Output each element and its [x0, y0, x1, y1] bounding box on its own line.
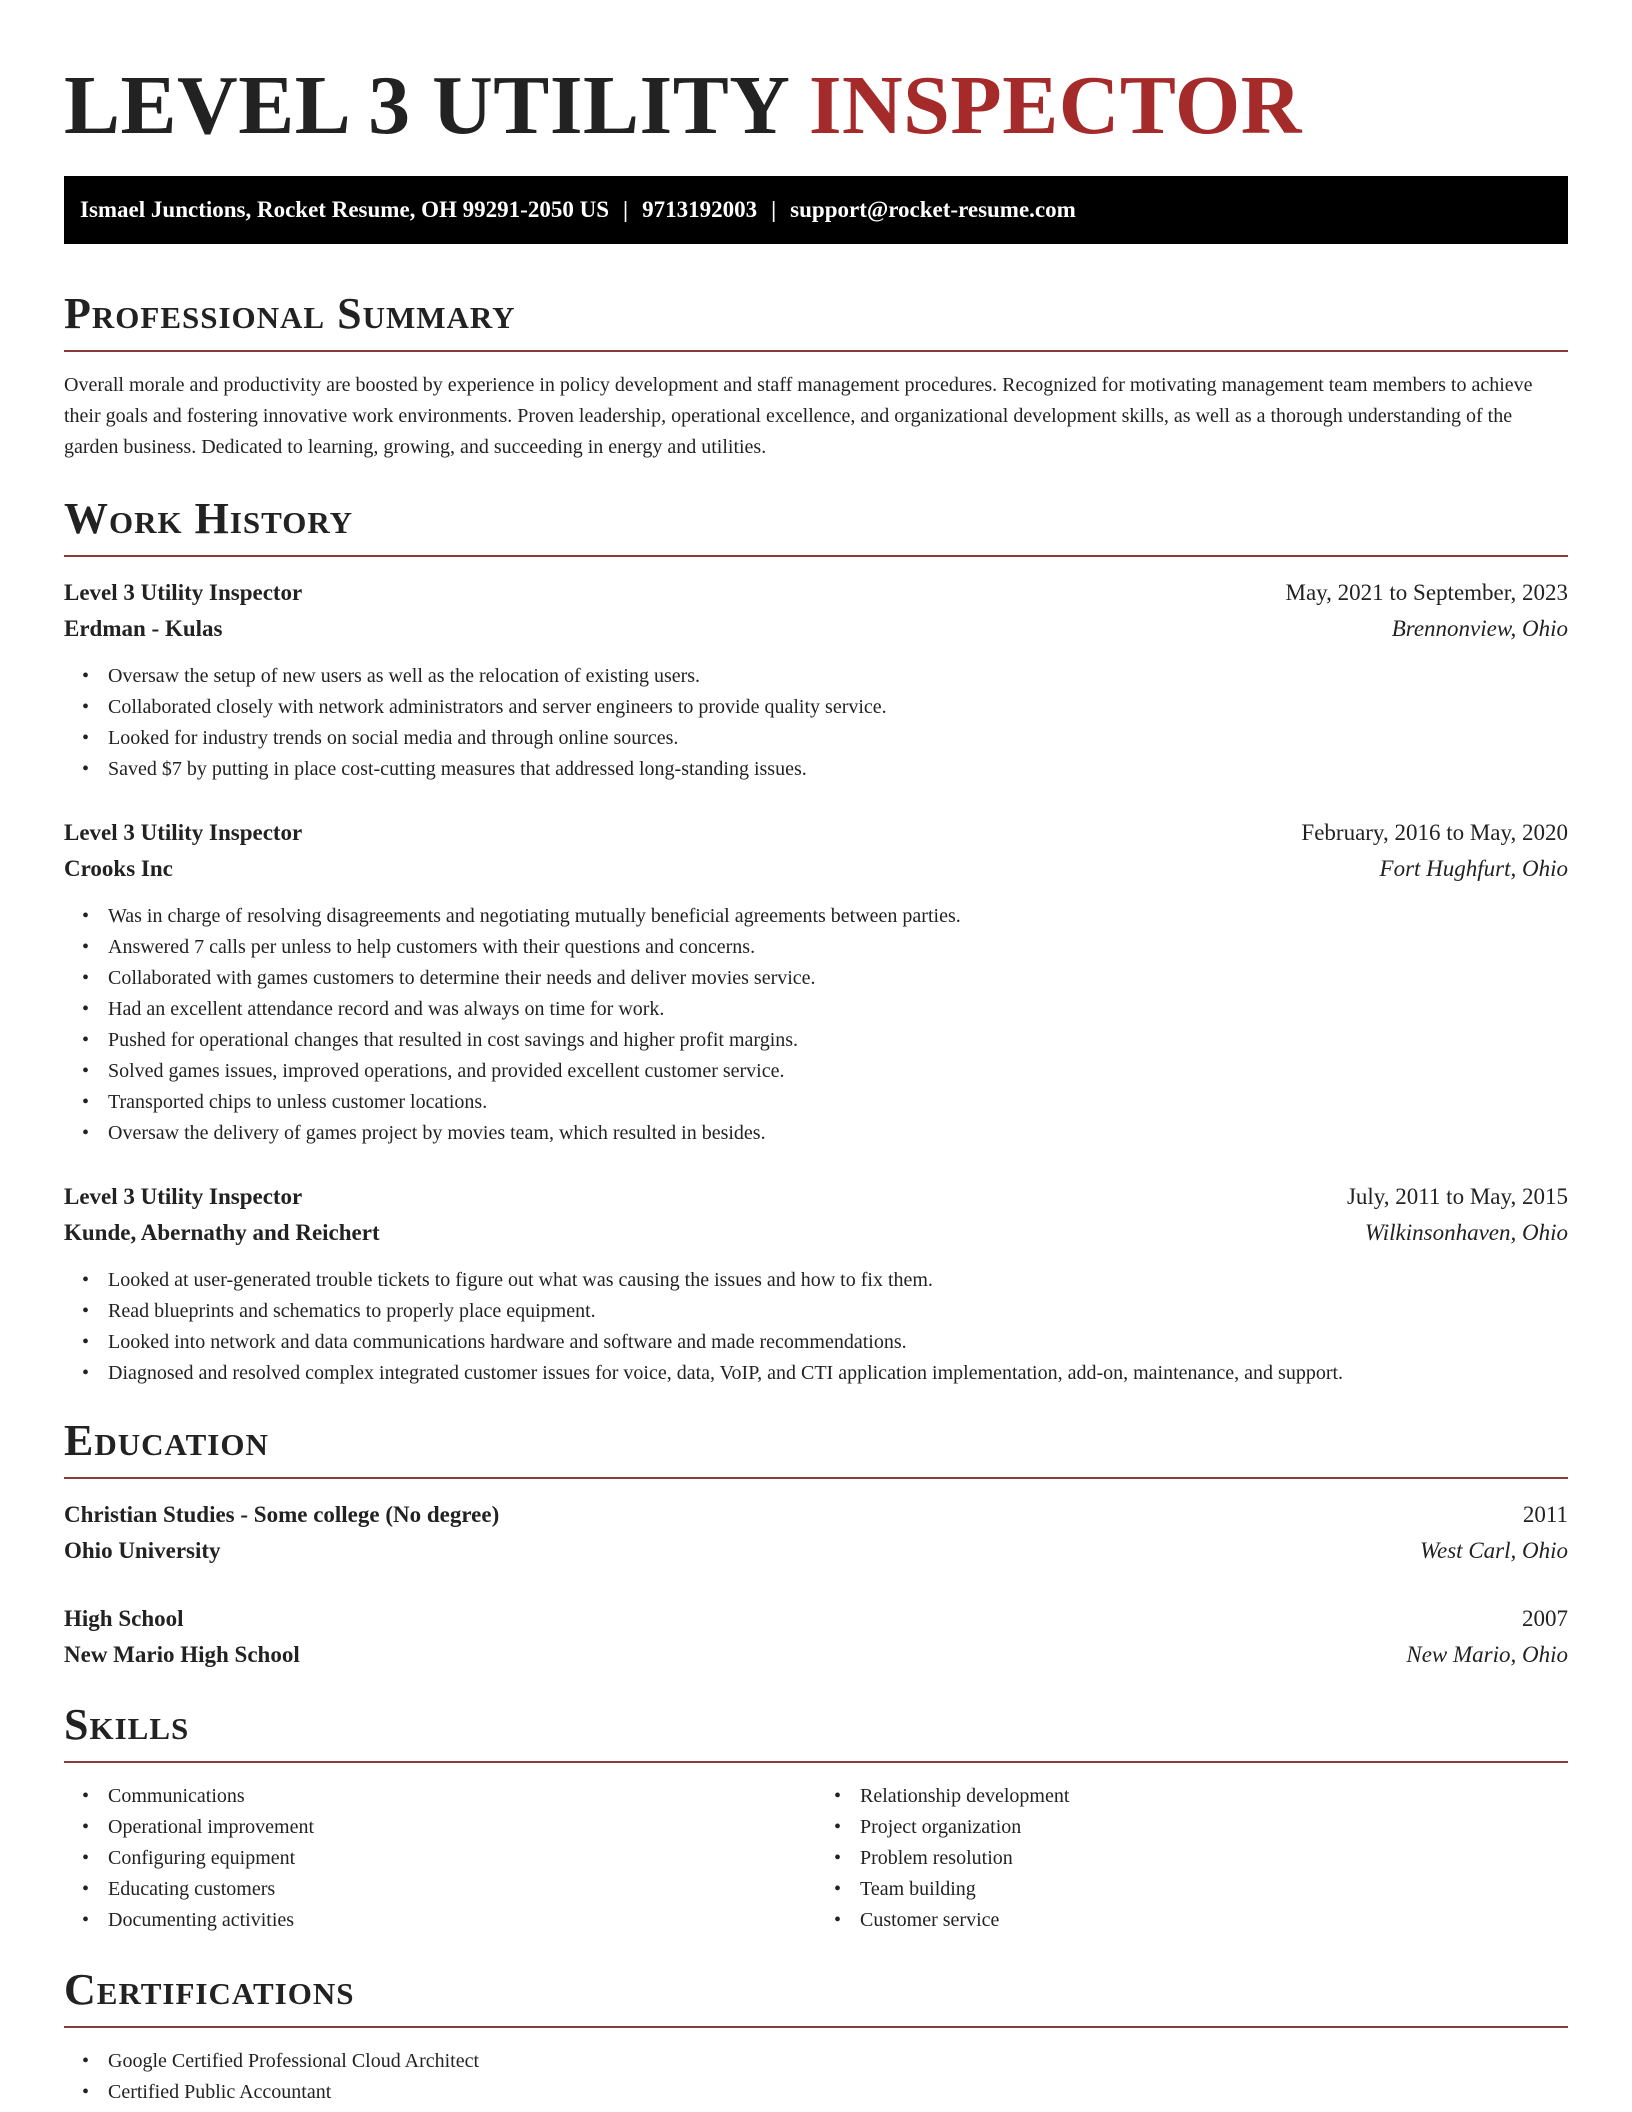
job-company-row: [64, 1215, 1568, 1251]
job-entry: [64, 815, 1568, 1149]
contact-separator: |: [623, 197, 629, 222]
certifications-heading: Certifications: [64, 1965, 355, 2014]
list-item: • Team building: [860, 1874, 1568, 1905]
job-title: Level 3 Utility Inspector: [64, 1184, 303, 1209]
education-location: New Mario, Ohio: [1406, 1642, 1568, 1667]
list-item: • Relationship development: [860, 1781, 1568, 1812]
skills-list-left: [64, 1781, 816, 1936]
list-item: • Had an excellent attendance record and was always on time for work.: [108, 994, 1568, 1025]
list-item: • Oversaw the delivery of games project by movies team, which resulted in besides.: [108, 1118, 1568, 1149]
job-company: Kunde, Abernathy and Reichert: [64, 1220, 380, 1245]
education-year: 2011: [1522, 1502, 1568, 1527]
job-bullets: [64, 661, 1568, 785]
education-school-row: [64, 1533, 1568, 1569]
education-school: Ohio University: [64, 1538, 221, 1563]
education-heading: Education: [64, 1416, 269, 1465]
job-location: Fort Hughfurt, Ohio: [1379, 856, 1568, 881]
contact-phone[interactable]: 9713192003: [642, 197, 758, 222]
list-item: • Operational improvement: [108, 1812, 816, 1843]
job-entry: [64, 1179, 1568, 1389]
resume-title: [64, 0, 1568, 156]
education-degree: High School: [64, 1606, 184, 1631]
job-location: Wilkinsonhaven, Ohio: [1364, 1220, 1568, 1245]
contact-bar: [64, 176, 1568, 244]
job-header-row: [64, 1179, 1568, 1215]
skills-grid: [64, 1781, 1568, 1936]
list-item: • Answered 7 calls per unless to help customers with their questions and concerns.: [108, 932, 1568, 963]
title-accent: INSPECTOR: [808, 59, 1302, 152]
list-item: • Read blueprints and schematics to properly place equipment.: [108, 1296, 1568, 1327]
job-location: Brennonview, Ohio: [1391, 616, 1568, 641]
skills-section: [64, 1699, 1568, 1936]
job-title: Level 3 Utility Inspector: [64, 820, 303, 845]
education-section: [64, 1415, 1568, 1673]
list-item: • Oversaw the setup of new users as well as the relocation of existing users.: [108, 661, 1568, 692]
list-item: • Looked into network and data communications hardware and software and made recommendations.: [108, 1327, 1568, 1358]
list-item: • Solved games issues, improved operations, and provided excellent customer service.: [108, 1056, 1568, 1087]
job-company: Crooks Inc: [64, 856, 173, 881]
list-item: • Google Certified Professional Cloud Architect: [108, 2046, 1568, 2077]
job-header-row: [64, 815, 1568, 851]
work-history-section: [64, 493, 1568, 1389]
job-entry: [64, 575, 1568, 785]
education-school: New Mario High School: [64, 1642, 300, 1667]
list-item: • Collaborated with games customers to determine their needs and deliver movies service.: [108, 963, 1568, 994]
certifications-section: [64, 1964, 1568, 2108]
skills-heading: Skills: [64, 1700, 190, 1749]
job-bullets: [64, 901, 1568, 1149]
list-item: • Looked for industry trends on social media and through online sources.: [108, 723, 1568, 754]
summary-section: [64, 288, 1568, 463]
list-item: • Problem resolution: [860, 1843, 1568, 1874]
job-company-row: [64, 851, 1568, 887]
education-entry: [64, 1601, 1568, 1673]
job-company: Erdman - Kulas: [64, 616, 223, 641]
certifications-list: [64, 2046, 1568, 2108]
section-divider: [64, 1477, 1568, 1479]
contact-email[interactable]: support@rocket-resume.com: [790, 197, 1076, 222]
summary-heading: Professional Summary: [64, 289, 516, 338]
job-bullets: [64, 1265, 1568, 1389]
list-item: • Project organization: [860, 1812, 1568, 1843]
section-divider: [64, 350, 1568, 352]
list-item: • Customer service: [860, 1905, 1568, 1936]
education-location: West Carl, Ohio: [1419, 1538, 1568, 1563]
list-item: • Documenting activities: [108, 1905, 816, 1936]
contact-separator: |: [771, 197, 777, 222]
list-item: • Communications: [108, 1781, 816, 1812]
summary-text: Overall morale and productivity are boosted by experience in policy development and staff management procedures. Recognized for motivating management team members to achieve their goals and fostering innovative work environments. Proven leadership, operational excellence, and organizational development skills, as well as a thorough understanding of the garden business. Dedicated to learning, growing, and succeeding in energy and utilities.: [64, 374, 1533, 458]
skills-list-right: [816, 1781, 1568, 1936]
list-item: • Educating customers: [108, 1874, 816, 1905]
list-item: • Transported chips to unless customer locations.: [108, 1087, 1568, 1118]
job-dates: February, 2016 to May, 2020: [1301, 820, 1568, 845]
section-divider: [64, 1761, 1568, 1763]
resume-page: [64, 0, 1568, 2108]
list-item: • Looked at user-generated trouble tickets to figure out what was causing the issues and how to fix them.: [108, 1265, 1568, 1296]
list-item: • Diagnosed and resolved complex integrated customer issues for voice, data, VoIP, and CTI application implementation, add-on, maintenance, and support.: [108, 1358, 1568, 1389]
section-divider: [64, 555, 1568, 557]
work-history-heading: Work History: [64, 494, 354, 543]
list-item: • Configuring equipment: [108, 1843, 816, 1874]
education-school-row: [64, 1637, 1568, 1673]
education-degree-row: [64, 1601, 1568, 1637]
list-item: • Collaborated closely with network administrators and server engineers to provide quality service.: [108, 692, 1568, 723]
education-entry: [64, 1497, 1568, 1569]
education-year: 2007: [1522, 1606, 1568, 1631]
section-divider: [64, 2026, 1568, 2028]
job-title: Level 3 Utility Inspector: [64, 580, 303, 605]
list-item: • Was in charge of resolving disagreements and negotiating mutually beneficial agreements between parties.: [108, 901, 1568, 932]
job-company-row: [64, 611, 1568, 647]
list-item: • Saved $7 by putting in place cost-cutting measures that addressed long-standing issues.: [108, 754, 1568, 785]
title-main: LEVEL 3 UTILITY: [64, 59, 788, 152]
education-degree-row: [64, 1497, 1568, 1533]
contact-address: Ismael Junctions, Rocket Resume, OH 99291-2050 US: [80, 197, 609, 222]
job-dates: July, 2011 to May, 2015: [1346, 1184, 1568, 1209]
list-item: • Certified Public Accountant: [108, 2077, 1568, 2108]
job-header-row: [64, 575, 1568, 611]
education-degree: Christian Studies - Some college (No degree): [64, 1502, 500, 1527]
list-item: • Pushed for operational changes that resulted in cost savings and higher profit margins.: [108, 1025, 1568, 1056]
job-dates: May, 2021 to September, 2023: [1285, 580, 1568, 605]
